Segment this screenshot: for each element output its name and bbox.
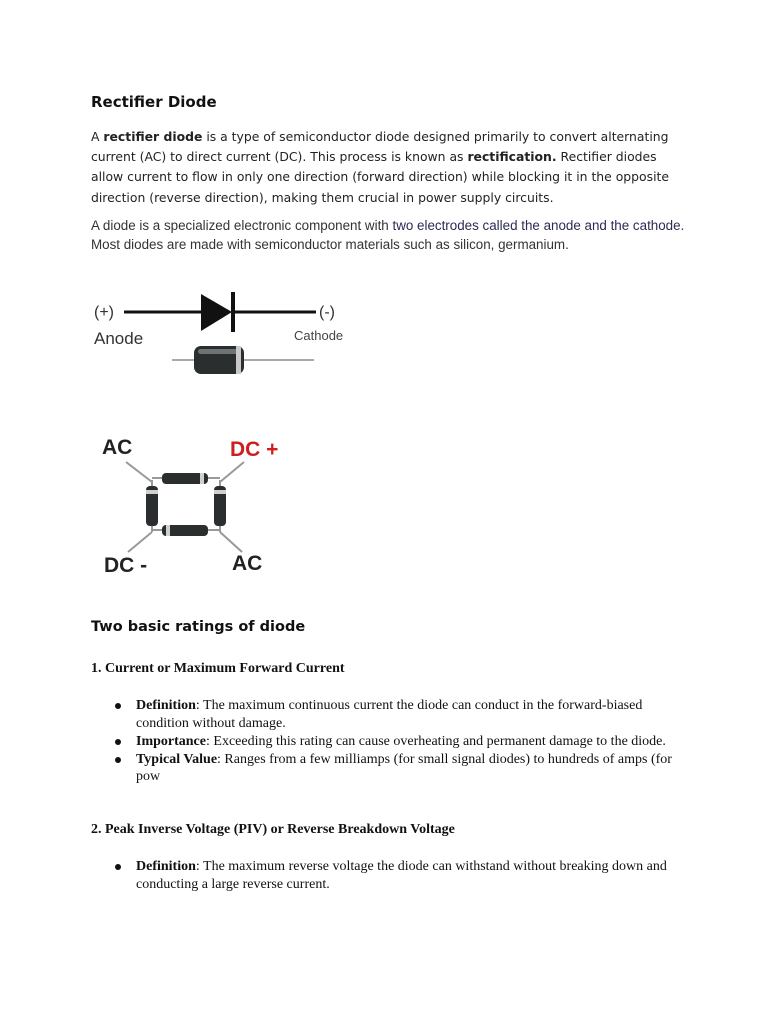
description-highlight: two electrodes called the anode and the cathode xyxy=(392,218,681,233)
rating-1-definition-item xyxy=(112,697,672,732)
lead-ac-bottom xyxy=(220,532,242,552)
rating-1-typical-value-item xyxy=(112,751,672,786)
rating-2-definition-item xyxy=(112,858,672,893)
bullet-text: : The maximum reverse voltage the diode can withstand without breaking down and conducting a large reverse current. xyxy=(136,859,667,892)
description-text-2: . Most diodes are made with semiconductor materials such as silicon, germanium. xyxy=(91,218,685,252)
anode-plus-label: (+) xyxy=(94,304,114,321)
rating-1-list xyxy=(112,697,672,786)
rating-2-heading: 2. Peak Inverse Voltage (PIV) or Reverse Breakdown Voltage xyxy=(91,822,455,837)
cathode-label: Cathode xyxy=(294,328,344,343)
intro-bold-term-2: rectification. xyxy=(467,149,557,165)
bridge-rectifier-figure xyxy=(96,428,296,578)
intro-bold-term-1: rectifier diode xyxy=(103,129,203,144)
cathode-minus-label: (-) xyxy=(319,304,335,321)
description-paragraph xyxy=(91,217,691,254)
bridge-diode-right xyxy=(214,480,226,532)
rating-1-importance-item xyxy=(112,733,672,751)
ac-top-label: AC xyxy=(102,436,133,459)
component-body-highlight xyxy=(198,349,240,354)
bullet-term: Importance xyxy=(136,733,206,749)
ac-bottom-label: AC xyxy=(232,552,263,575)
diode-symbol-figure xyxy=(88,282,358,382)
intro-text-2: is a type of semiconductor diode designed primarily to convert alternating current (AC) to direct current (DC). This process is known as xyxy=(91,129,669,165)
intro-text-3: Rectifier diodes allow current to flow in only one direction (forward direction) while blocking it in the opposite direction (reverse direction), making them crucial in power supply circuits. xyxy=(91,149,669,205)
bridge-diode-bottom xyxy=(152,525,220,536)
dc-plus-label: DC + xyxy=(230,438,279,461)
anode-label: Anode xyxy=(94,329,144,348)
bridge-diode-top xyxy=(152,473,220,484)
bullet-text: : The maximum continuous current the diode can conduct in the forward-biased condition without damage. xyxy=(136,698,643,731)
description-text-1: A diode is a specialized electronic component with xyxy=(91,218,393,233)
rating-2-list xyxy=(112,858,672,894)
intro-paragraph xyxy=(91,127,691,208)
diode-triangle xyxy=(201,294,232,331)
bullet-term: Definition xyxy=(136,698,196,713)
bridge-diode-left xyxy=(146,480,158,532)
bullet-term: Definition xyxy=(136,859,196,874)
rating-1-heading: 1. Current or Maximum Forward Current xyxy=(91,661,345,676)
page-title: Rectifier Diode xyxy=(91,93,217,111)
dc-minus-label: DC - xyxy=(104,554,148,577)
component-cathode-band xyxy=(236,346,241,374)
lead-dc-minus xyxy=(128,532,152,552)
section-title: Two basic ratings of diode xyxy=(91,619,306,635)
bullet-text: : Exceeding this rating can cause overheating and permanent damage to the diode. xyxy=(206,733,666,749)
bullet-term: Typical Value xyxy=(136,751,218,767)
lead-ac-top xyxy=(126,462,152,482)
intro-text-1: A xyxy=(91,129,104,144)
bullet-text: : Ranges from a few milliamps (for small signal diodes) to hundreds of amps (for pow xyxy=(136,751,672,784)
lead-dc-plus xyxy=(220,462,244,482)
